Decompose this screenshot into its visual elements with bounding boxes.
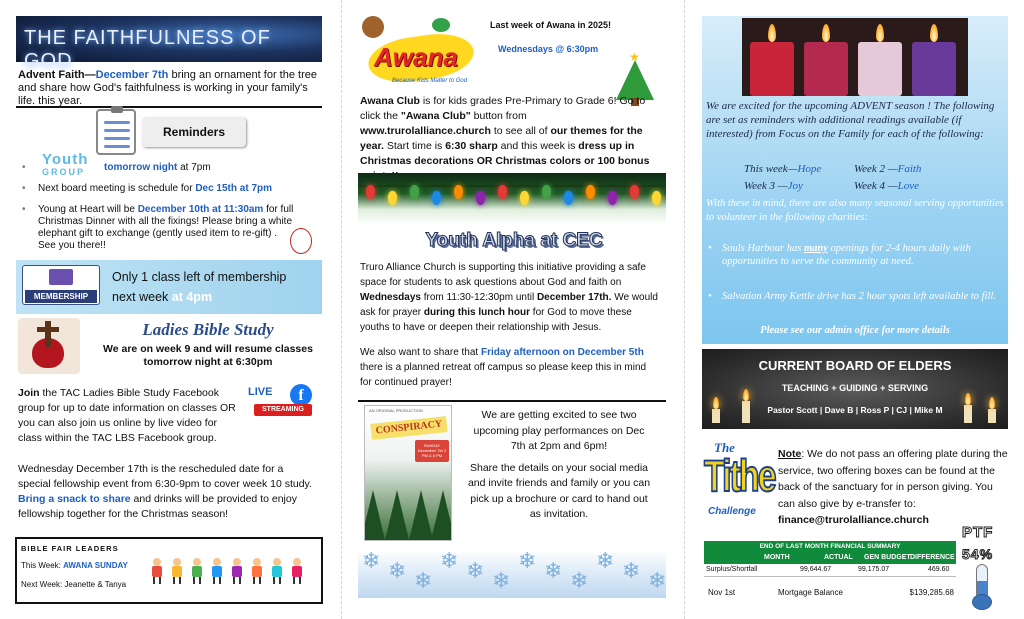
kid-figure-icon (230, 558, 244, 584)
bible-fair-title: BIBLE FAIR LEADERS (21, 544, 119, 553)
play-announcement (466, 408, 652, 523)
awana-website-link[interactable]: www.trurolalliance.church (360, 125, 491, 137)
kids-illustration (150, 558, 318, 588)
youth-alpha-paragraph-2: We also want to share that Friday afternoon on December 5th there is a planned retreat off campus so please keep this in mind for continued prayer! (360, 347, 647, 388)
offering-note-text: : We do not pass an offering plate during the service, two offering boxes can be found at the back of the sanctuary for in person giving. You can also give by e-transfer to: (778, 448, 1008, 510)
youth-date: tomorrow night (104, 162, 178, 173)
column-divider-right (684, 0, 685, 619)
heart-cross-icon (18, 318, 80, 374)
section-rule (358, 400, 666, 402)
yah-details: for full Christmas Dinner with all the fixings! Please bring a white elephant gift to exchange (gently used item to re-gift) . See you there!! (38, 204, 294, 251)
fin-header-actual: ACTUAL (824, 554, 853, 561)
serving-intro: With these in mind, there are also many seasonal serving opportunities to volunteer in the following charities: (706, 198, 1004, 223)
light-bulb-icon (652, 191, 661, 205)
elders-names: Pastor Scott | Dave B | Ross P | CJ | Mike M (767, 405, 943, 415)
fin-row-actual: 99,644.67 (800, 566, 832, 573)
membership-line2: next week (112, 290, 172, 304)
id-card-icon (49, 269, 73, 285)
streaming-label: STREAMING (254, 404, 312, 416)
light-bulb-icon (454, 185, 463, 199)
offering-note-label: Note (778, 448, 802, 460)
snowflake-icon: ❄ (492, 568, 511, 593)
awana-logo (362, 14, 480, 96)
reminders-card (96, 109, 246, 159)
advent-week-3: Week 3 —Joy (744, 180, 803, 192)
admin-office-note: Please see our admin office for more details (760, 325, 950, 336)
awana-schedule: Wednesdays @ 6:30pm (498, 44, 599, 54)
poster-date: SUNDAY December 7th 2 PM & 6 PM (415, 440, 449, 462)
reminder-bullet-board (22, 183, 322, 197)
join-text: the TAC Ladies Bible Study Facebook group for up to date information on classes OR you can also join us online by live video for class within the TAC LBS Facebook group. (18, 387, 236, 444)
fin-row-budget: 99,175.07 (858, 566, 890, 573)
light-bulb-icon (388, 191, 397, 205)
fellowship-highlight: Bring a snack to share (18, 493, 131, 505)
bullet-icon: • (708, 291, 712, 302)
poster-head: AN ORIGINAL PRODUCTION (369, 408, 423, 413)
fin-header-month: MONTH (764, 554, 790, 561)
elders-subtitle: TEACHING + GUIDING + SERVING (781, 383, 929, 393)
serve-item-salvation-army: • Salvation Army Kettle drive has 2 hour spots left available to fill. (708, 291, 996, 302)
live-label: LIVE (248, 386, 273, 398)
light-bulb-icon (586, 185, 595, 199)
advent-faith-date: December 7th (95, 69, 169, 81)
light-bulb-icon (432, 191, 441, 205)
snowflake-icon: ❄ (570, 568, 589, 593)
ladies-bible-study-fellowship (18, 462, 318, 522)
mortgage-value: $139,285.68 (909, 588, 954, 597)
bird-icon (432, 18, 450, 32)
advent-candles-image (742, 18, 968, 96)
snowflake-icon: ❄ (414, 568, 433, 593)
light-bulb-icon (564, 191, 573, 205)
fin-row-label: Surplus/Shortfall (706, 566, 758, 573)
bullet-icon: • (708, 243, 712, 254)
kid-figure-icon (150, 558, 164, 584)
membership-badge-label: MEMBERSHIP (25, 290, 97, 303)
snowflake-banner (358, 550, 666, 598)
snowflake-icon: ❄ (622, 558, 641, 583)
flame-icon (965, 393, 971, 405)
column-divider-left (341, 0, 342, 619)
membership-line1: Only 1 class left of membership (112, 270, 287, 284)
fin-row-difference: 469.60 (928, 566, 950, 573)
ladies-bible-study-title: Ladies Bible Study (142, 320, 274, 339)
snowflake-icon: ❄ (544, 558, 563, 583)
christmas-lights-banner (358, 173, 666, 225)
youth-alpha-paragraph-1: Truro Alliance Church is supporting this initiative providing a safe space for students to ask questions about God and faith on Wednesdays from 11:30-12:30pm until December 17th. We would ask for prayer during this lunch hour for God to move these youths to have or deepen their relationship with Jesus. (360, 262, 658, 333)
advent-week-4: Week 4 —Love (854, 180, 919, 192)
kid-figure-icon (210, 558, 224, 584)
light-bulb-icon (498, 185, 507, 199)
snowflake-icon: ❄ (596, 550, 615, 573)
tithe-challenge-logo (704, 440, 774, 522)
fin-header-difference: DIFFERENCE (910, 554, 955, 561)
christmas-tree-icon: ★ (610, 52, 660, 108)
bullet-icon: • (22, 162, 26, 173)
join-lead: Join (18, 387, 40, 399)
membership-text (112, 267, 322, 307)
awana-heading: Last week of Awana in 2025! (490, 20, 612, 30)
young-at-heart-logo (290, 228, 312, 254)
light-bulb-icon (410, 185, 419, 199)
snowflake-icon: ❄ (466, 558, 485, 583)
advent-intro: We are excited for the upcoming ADVENT season ! The following are set as reminders with additional readings available (if interested) from Focus on the Family for each of the following: (706, 100, 995, 140)
ptf-percent: 54% (962, 546, 994, 562)
kid-figure-icon (250, 558, 264, 584)
clipboard-icon (96, 109, 136, 155)
reminder-bullet-youth (22, 151, 322, 178)
serve-item-souls-harbour: • Souls Harbour has many openings for 2-4 hours daily with opportunities to serve the community at need. (708, 243, 971, 267)
faithfulness-banner-text: THE FAITHFULNESS OF GOD (24, 27, 271, 72)
youth-alpha-title: Youth Alpha at CEC (425, 230, 603, 251)
finance-email-link[interactable]: finance@trurolalliance.church (778, 514, 929, 526)
light-bulb-icon (630, 185, 639, 199)
youth-group-logo: Youth GROUP (42, 151, 89, 177)
ptf-thermometer (962, 524, 1012, 610)
fellowship-text-end: and drinks will be provided to enjoy fellowship together for the Christmas season! (18, 493, 297, 520)
advent-week-1: This week—Hope (744, 163, 822, 175)
poster-title: CONSPIRACY (370, 416, 447, 440)
awana-logo-tagline: Because Kids Matter to God (392, 78, 468, 84)
fellowship-text: Wednesday December 17th is the rescheduled date for a special fellowship event from 6:30-9pm to cover week 10 study. (18, 463, 312, 490)
advent-faith-lead: Advent Faith (18, 69, 85, 81)
financial-divider (704, 576, 956, 577)
facebook-icon: f (290, 384, 312, 406)
tithe-logo-the: The (714, 440, 735, 455)
light-bulb-icon (476, 191, 485, 205)
kid-figure-icon (170, 558, 184, 584)
snowflake-icon: ❄ (362, 550, 381, 573)
advent-faith-paragraph (18, 69, 318, 108)
tithe-logo-challenge: Challenge (708, 506, 756, 517)
light-bulb-icon (542, 185, 551, 199)
board-text: Next board meeting is schedule for (38, 183, 196, 194)
yah-text: Young at Heart will be (38, 204, 138, 215)
kid-figure-icon (290, 558, 304, 584)
fin-header-gen-budget: GEN BUDGET (864, 554, 911, 561)
awana-body: Awana Club is for kids grades Pre-Primary to Grade 6! Go to click the "Awana Club" button from www.trurolalliance.church to see all of our themes for the year. Start time is 6:30 sharp and this week is dress up in Christmas decorations OR Christmas colors or 100 bonus (360, 95, 650, 167)
bear-icon (362, 16, 384, 38)
light-bulb-icon (366, 185, 375, 199)
ptf-label: PTF (962, 524, 994, 541)
bible-fair-next-week: Next Week: Jeanette & Tanya (21, 580, 127, 589)
conspiracy-poster (364, 405, 452, 541)
youth-time: at 7pm (177, 162, 211, 173)
snowflake-icon: ❄ (648, 568, 666, 593)
light-bulb-icon (608, 191, 617, 205)
snowflake-icon: ❄ (440, 550, 459, 573)
board-date: Dec 15th at 7pm (195, 183, 273, 194)
mortgage-label: Mortgage Balance (778, 588, 843, 597)
light-bulb-icon (520, 191, 529, 205)
ladies-bible-study-join (18, 386, 243, 446)
advent-faith-text: bring an ornament for the tree and share how God's faithfulness is working in your family's life. this year. (18, 69, 317, 107)
play-paragraph-1: We are getting excited to see two upcoming play performances on Dec 7th at 2pm and 6pm! (473, 409, 645, 452)
advent-week-2: Week 2 —Faith (854, 163, 922, 175)
awana-logo-word: Awana (374, 42, 458, 72)
thermometer-bulb-icon (972, 594, 992, 610)
snowflake-icon: ❄ (388, 558, 407, 583)
mortgage-date: Nov 1st (708, 588, 736, 597)
offering-note (778, 446, 1010, 529)
reminders-label: Reminders (142, 117, 246, 147)
snowflake-icon: ❄ (518, 550, 537, 573)
membership-badge (22, 265, 100, 305)
bible-fair-this-week: This Week: AWANA SUNDAY (21, 561, 128, 570)
bullet-icon: • (22, 204, 26, 215)
financial-summary-title: END OF LAST MONTH FINANCIAL SUMMARY (704, 541, 956, 553)
elders-title: CURRENT BOARD OF ELDERS (758, 358, 952, 373)
advent-faith-dash: — (84, 69, 96, 81)
kid-figure-icon (190, 558, 204, 584)
faithfulness-banner (16, 16, 322, 72)
membership-time: at 4pm (171, 290, 213, 304)
live-streaming-badge (246, 384, 316, 418)
bullet-icon: • (22, 183, 26, 194)
play-paragraph-2: Share the details on your social media and invite friends and family or you can pick up a brochure or card to hand out as invitation. (467, 461, 651, 520)
yah-date: December 10th at 11:30am (137, 204, 264, 215)
kid-figure-icon (270, 558, 284, 584)
ladies-bible-study-subtitle: We are on week 9 and will resume classes tomorrow night at 6:30pm (103, 343, 313, 368)
reminder-bullet-young-at-heart (22, 204, 292, 254)
tithe-logo-word: Tithe (704, 452, 775, 502)
section-rule (16, 106, 322, 108)
